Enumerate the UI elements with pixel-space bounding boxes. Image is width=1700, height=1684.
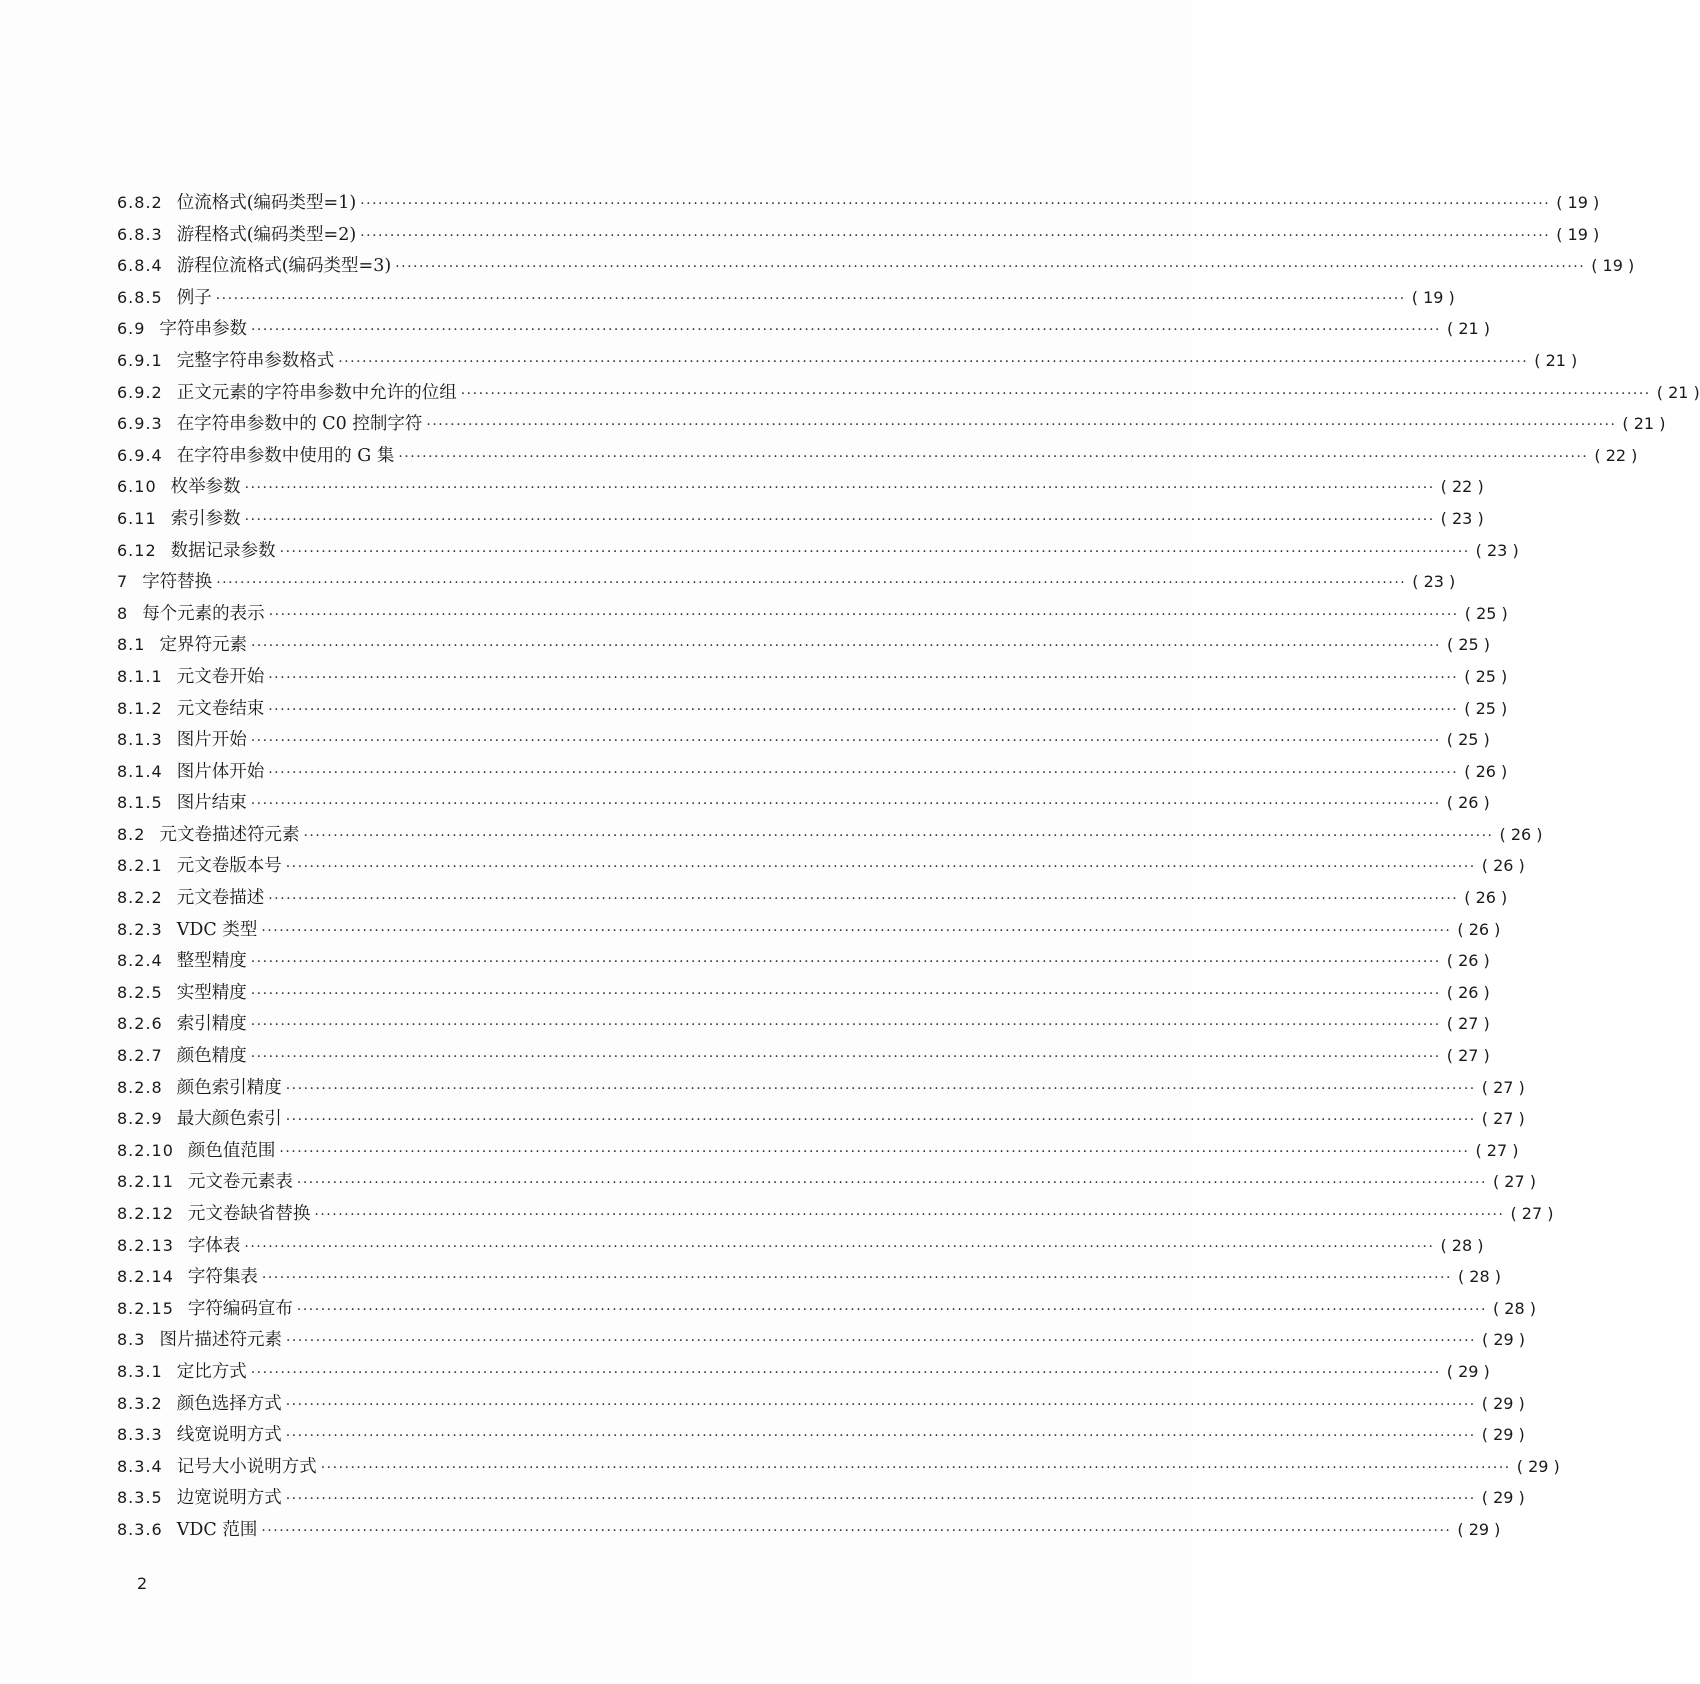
toc-entry <box>117 345 1578 377</box>
toc-entry-number: 8.3.1 <box>117 1361 163 1381</box>
toc-entry-page: ( 27 ) <box>1446 1046 1490 1066</box>
toc-entry <box>117 282 1455 314</box>
toc-entry-page: ( 27 ) <box>1481 1109 1525 1129</box>
toc-entry-title: 字符编码宣布 <box>187 1298 293 1319</box>
toc-leader-dots: ········································································································································································································ <box>360 227 1551 244</box>
toc-entry <box>117 977 1490 1009</box>
toc-leader-dots: ········································································································································································································ <box>285 1396 1476 1413</box>
toc-entry-page: ( 27 ) <box>1446 1014 1490 1034</box>
toc-entry-title: 图片描述符元素 <box>159 1330 282 1351</box>
toc-entry-page: ( 25 ) <box>1446 730 1490 750</box>
toc-entry <box>117 598 1508 630</box>
toc-entry-number: 6.9.4 <box>117 445 163 465</box>
toc-entry <box>117 1261 1501 1293</box>
toc-entry-number: 8.2.2 <box>117 888 163 908</box>
toc-entry-title: 在字符串参数中使用的 G 集 <box>176 445 395 466</box>
toc-entry <box>117 1482 1525 1514</box>
toc-entry-title: 元文卷结束 <box>176 698 265 719</box>
toc-leader-dots: ········································································································································································································ <box>285 1428 1476 1445</box>
toc-leader-dots: ········································································································································································································ <box>268 606 1459 623</box>
toc-entry-page: ( 25 ) <box>1447 635 1491 655</box>
toc-leader-dots: ········································································································································································································ <box>285 1080 1476 1097</box>
toc-entry <box>117 1072 1525 1104</box>
toc-leader-dots: ········································································································································································································ <box>285 1112 1476 1129</box>
toc-entry-page: ( 22 ) <box>1440 477 1484 497</box>
toc-entry-number: 7 <box>117 572 129 592</box>
toc-entry-page: ( 27 ) <box>1475 1140 1519 1160</box>
toc-entry-page: ( 23 ) <box>1440 508 1484 528</box>
toc-entry-page: ( 27 ) <box>1481 1077 1525 1097</box>
toc-entry-page: ( 27 ) <box>1510 1204 1554 1223</box>
toc-entry-page: ( 26 ) <box>1481 856 1525 876</box>
toc-entry <box>117 566 1456 598</box>
toc-leader-dots: ········································································································································································································ <box>285 859 1476 876</box>
toc-entry-title: 定比方式 <box>176 1361 247 1382</box>
toc-entry-page: ( 29 ) <box>1481 1488 1525 1508</box>
toc-entry-page: ( 21 ) <box>1447 319 1491 339</box>
toc-entry <box>117 1514 1501 1546</box>
toc-entry-number: 6.8.5 <box>117 287 163 307</box>
toc-entry <box>117 1293 1536 1325</box>
toc-entry-title: 元文卷描述符元素 <box>159 824 300 845</box>
toc-entry-number: 8 <box>117 603 129 623</box>
toc-entry <box>117 693 1508 725</box>
toc-entry-title: 索引精度 <box>176 1014 247 1035</box>
toc-entry-page: ( 26 ) <box>1499 824 1543 844</box>
toc-entry-title: 枚举参数 <box>170 477 241 498</box>
toc-entry-title: 索引参数 <box>170 508 241 529</box>
toc-entry-page: ( 26 ) <box>1446 793 1490 813</box>
toc-entry-number: 8.2.3 <box>117 919 163 939</box>
toc-entry-number: 8.3 <box>117 1330 146 1350</box>
toc-entry <box>117 187 1600 219</box>
toc-entry-title: 颜色精度 <box>176 1046 247 1067</box>
toc-entry-page: ( 29 ) <box>1481 1393 1525 1413</box>
toc-entry <box>117 1008 1490 1040</box>
toc-entry <box>117 1135 1519 1167</box>
toc-entry-page: ( 19 ) <box>1556 193 1600 212</box>
toc-entry-number: 8.2.10 <box>117 1140 174 1160</box>
toc-entry-number: 6.8.2 <box>117 193 163 212</box>
toc-entry-page: ( 29 ) <box>1457 1519 1501 1539</box>
toc-entry-page: ( 28 ) <box>1457 1267 1501 1287</box>
toc-entry-title: 图片体开始 <box>176 761 265 782</box>
toc-entry-title: 元文卷描述 <box>176 888 265 909</box>
toc-entry-number: 6.9.2 <box>117 382 163 402</box>
toc-leader-dots: ········································································································································································································ <box>250 985 1441 1002</box>
toc-entry-page: ( 19 ) <box>1556 224 1600 244</box>
toc-entry-number: 6.9.3 <box>117 414 163 434</box>
toc-leader-dots: ········································································································································································································ <box>338 353 1529 370</box>
toc-entry-page: ( 28 ) <box>1440 1235 1484 1255</box>
toc-entry-page: ( 27 ) <box>1492 1172 1536 1192</box>
toc-leader-dots: ········································································································································································································ <box>215 290 1406 307</box>
toc-leader-dots: ········································································································································································································ <box>268 701 1459 718</box>
toc-entry <box>117 661 1508 693</box>
toc-entry-title: 记号大小说明方式 <box>176 1456 317 1477</box>
toc-entry-page: ( 23 ) <box>1475 540 1519 560</box>
toc-entry-title: 元文卷元素表 <box>187 1172 293 1193</box>
toc-entry-page: ( 19 ) <box>1591 256 1635 276</box>
toc-entry <box>117 1166 1536 1198</box>
toc-entry-page: ( 26 ) <box>1464 888 1508 908</box>
toc-entry-title: 图片开始 <box>176 730 247 751</box>
toc-entry-title: 字符集表 <box>187 1267 258 1288</box>
toc-entry <box>117 250 1635 282</box>
toc-leader-dots: ········································································································································································································ <box>250 1017 1441 1034</box>
toc-entry-title: 线宽说明方式 <box>176 1425 282 1446</box>
toc-entry-page: ( 26 ) <box>1446 951 1490 971</box>
toc-entry-title: 游程位流格式(编码类型=3) <box>176 256 392 277</box>
toc-entry-number: 8.1.2 <box>117 698 163 718</box>
toc-entry-number: 8.1.4 <box>117 761 163 781</box>
toc-entry-title: 定界符元素 <box>159 635 247 656</box>
toc-leader-dots: ········································································································································································································ <box>296 1301 1487 1318</box>
toc-entry <box>117 408 1666 440</box>
toc-leader-dots: ········································································································································································································ <box>314 1207 1505 1223</box>
toc-entry-number: 8.3.5 <box>117 1488 163 1508</box>
toc-entry-title: 颜色值范围 <box>187 1140 276 1161</box>
toc-entry-page: ( 19 ) <box>1411 287 1455 307</box>
toc-entry-number: 8.2.14 <box>117 1267 174 1287</box>
toc-entry-number: 8.3.4 <box>117 1456 163 1476</box>
toc-entry <box>117 503 1484 535</box>
toc-leader-dots: ········································································································································································································ <box>268 891 1459 908</box>
toc-entry-title: 元文卷开始 <box>176 666 265 687</box>
toc-entry-title: 字符替换 <box>142 572 213 593</box>
toc-leader-dots: ········································································································································································································ <box>279 543 1470 560</box>
toc-leader-dots: ········································································································································································································ <box>244 1238 1435 1255</box>
toc-entry-page: ( 29 ) <box>1481 1425 1525 1445</box>
toc-entry <box>117 377 1700 409</box>
toc-entry-title: 实型精度 <box>176 982 247 1003</box>
toc-entry-title: 最大颜色索引 <box>176 1109 282 1130</box>
toc-entry-number: 8.3.6 <box>117 1519 163 1539</box>
toc-entry <box>117 787 1490 819</box>
toc-entry-title: 数据记录参数 <box>170 540 276 561</box>
toc-entry-title: 在字符串参数中的 C0 控制字符 <box>176 414 423 435</box>
toc-leader-dots: ········································································································································································································ <box>460 385 1651 402</box>
toc-leader-dots: ········································································································································································································ <box>250 733 1441 750</box>
toc-leader-dots: ········································································································································································································ <box>250 322 1441 339</box>
toc-entry-number: 8.1.1 <box>117 666 163 686</box>
toc-entry <box>117 535 1519 567</box>
toc-entry-page: ( 23 ) <box>1412 572 1456 592</box>
toc-leader-dots: ········································································································································································································ <box>250 954 1441 971</box>
toc-leader-dots: ········································································································································································································ <box>268 669 1459 686</box>
toc-entry-number: 8.2.15 <box>117 1298 174 1318</box>
toc-leader-dots: ········································································································································································································ <box>261 1522 1452 1539</box>
page-number: 2 <box>137 1574 148 1593</box>
toc-entry-number: 8.1.3 <box>117 730 163 750</box>
toc-leader-dots: ········································································································································································································ <box>285 1333 1476 1350</box>
toc-entry <box>117 819 1543 851</box>
toc-entry <box>117 1356 1490 1388</box>
toc-entry <box>117 1419 1525 1451</box>
toc-entry-number: 8.2.11 <box>117 1172 174 1192</box>
toc-entry-number: 6.9.1 <box>117 350 163 370</box>
toc-entry-number: 8.2.4 <box>117 951 163 971</box>
table-of-contents <box>117 187 1700 1546</box>
toc-entry-page: ( 21 ) <box>1656 382 1700 402</box>
toc-leader-dots: ········································································································································································································ <box>285 1491 1476 1508</box>
toc-entry-number: 8.2.7 <box>117 1046 163 1066</box>
toc-entry <box>117 1198 1554 1230</box>
toc-entry-number: 6.9 <box>117 319 146 339</box>
toc-entry <box>117 945 1490 977</box>
toc-entry-title: 正文元素的字符串参数中允许的位组 <box>176 382 457 403</box>
toc-entry <box>117 440 1638 472</box>
toc-entry-title: 完整字符串参数格式 <box>176 350 335 371</box>
toc-entry-page: ( 29 ) <box>1516 1456 1560 1476</box>
toc-entry-title: 整型精度 <box>176 951 247 972</box>
toc-leader-dots: ········································································································································································································ <box>279 1143 1470 1160</box>
toc-entry <box>117 1040 1490 1072</box>
toc-leader-dots: ········································································································································································································ <box>244 511 1435 528</box>
toc-entry-page: ( 25 ) <box>1464 698 1508 718</box>
toc-leader-dots: ········································································································································································································ <box>261 1270 1452 1287</box>
toc-entry-page: ( 26 ) <box>1464 761 1508 781</box>
toc-leader-dots: ········································································································································································································ <box>360 196 1551 212</box>
toc-entry-page: ( 26 ) <box>1457 919 1501 939</box>
toc-entry <box>117 756 1508 788</box>
toc-leader-dots: ········································································································································································································ <box>250 1364 1441 1381</box>
toc-entry-title: VDC 范围 <box>176 1519 258 1540</box>
toc-entry-number: 8.1 <box>117 635 146 655</box>
toc-entry-title: 颜色选择方式 <box>176 1393 282 1414</box>
toc-entry-title: 位流格式(编码类型=1) <box>176 193 357 213</box>
toc-entry-number: 6.8.4 <box>117 256 163 276</box>
toc-entry-page: ( 25 ) <box>1464 666 1508 686</box>
toc-leader-dots: ········································································································································································································ <box>303 827 1494 844</box>
toc-entry-title: 游程格式(编码类型=2) <box>176 224 357 245</box>
toc-leader-dots: ········································································································································································································ <box>395 259 1586 276</box>
toc-entry-title: 字符串参数 <box>159 319 247 340</box>
toc-entry <box>117 219 1600 251</box>
toc-entry <box>117 1388 1525 1420</box>
toc-entry-page: ( 21 ) <box>1622 414 1666 434</box>
toc-entry-number: 8.2.9 <box>117 1109 163 1129</box>
toc-entry-number: 6.12 <box>117 540 157 560</box>
toc-entry-number: 8.2 <box>117 824 146 844</box>
toc-entry-number: 8.3.2 <box>117 1393 163 1413</box>
toc-entry-number: 8.2.12 <box>117 1204 174 1223</box>
toc-entry <box>117 1324 1526 1356</box>
toc-entry-page: ( 28 ) <box>1492 1298 1536 1318</box>
toc-leader-dots: ········································································································································································································ <box>250 638 1441 655</box>
toc-leader-dots: ········································································································································································································ <box>296 1175 1487 1192</box>
toc-entry <box>117 724 1490 756</box>
toc-leader-dots: ········································································································································································································ <box>261 922 1452 939</box>
toc-entry-title: 例子 <box>176 287 212 308</box>
toc-entry <box>117 1103 1525 1135</box>
toc-entry-number: 8.2.13 <box>117 1235 174 1255</box>
toc-entry <box>117 1230 1484 1262</box>
toc-entry <box>117 471 1484 503</box>
toc-entry-title: 边宽说明方式 <box>176 1488 282 1509</box>
toc-entry <box>117 629 1491 661</box>
toc-entry-number: 8.3.3 <box>117 1425 163 1445</box>
toc-entry <box>117 1451 1560 1483</box>
toc-entry-title: VDC 类型 <box>176 919 258 940</box>
toc-leader-dots: ········································································································································································································ <box>426 417 1617 434</box>
toc-entry <box>117 914 1501 946</box>
toc-entry-number: 8.2.1 <box>117 856 163 876</box>
toc-entry-number: 6.10 <box>117 477 157 497</box>
toc-entry-number: 8.2.8 <box>117 1077 163 1097</box>
toc-entry <box>117 850 1525 882</box>
toc-entry-number: 6.8.3 <box>117 224 163 244</box>
toc-entry-title: 每个元素的表示 <box>142 603 265 624</box>
toc-entry <box>117 882 1508 914</box>
toc-entry-page: ( 29 ) <box>1482 1330 1526 1350</box>
toc-entry-number: 8.2.6 <box>117 1014 163 1034</box>
toc-leader-dots: ········································································································································································································ <box>250 796 1441 813</box>
toc-entry-title: 图片结束 <box>176 793 247 814</box>
toc-entry-title: 元文卷版本号 <box>176 856 282 877</box>
toc-entry-number: 8.2.5 <box>117 982 163 1002</box>
toc-leader-dots: ········································································································································································································ <box>268 764 1459 781</box>
toc-leader-dots: ········································································································································································································ <box>216 575 1407 592</box>
toc-entry <box>117 313 1491 345</box>
toc-entry-title: 颜色索引精度 <box>176 1077 282 1098</box>
toc-entry-title: 元文卷缺省替换 <box>187 1204 311 1224</box>
toc-leader-dots: ········································································································································································································ <box>320 1459 1511 1476</box>
toc-leader-dots: ········································································································································································································ <box>398 448 1589 465</box>
toc-entry-page: ( 22 ) <box>1594 445 1638 465</box>
toc-entry-page: ( 29 ) <box>1446 1361 1490 1381</box>
toc-entry-page: ( 21 ) <box>1534 350 1578 370</box>
toc-leader-dots: ········································································································································································································ <box>250 1049 1441 1066</box>
toc-entry-page: ( 26 ) <box>1446 982 1490 1002</box>
toc-entry-number: 6.11 <box>117 508 157 528</box>
toc-leader-dots: ········································································································································································································ <box>244 480 1435 497</box>
toc-entry-page: ( 25 ) <box>1464 603 1508 623</box>
toc-entry-number: 8.1.5 <box>117 793 163 813</box>
toc-entry-title: 字体表 <box>187 1235 241 1256</box>
